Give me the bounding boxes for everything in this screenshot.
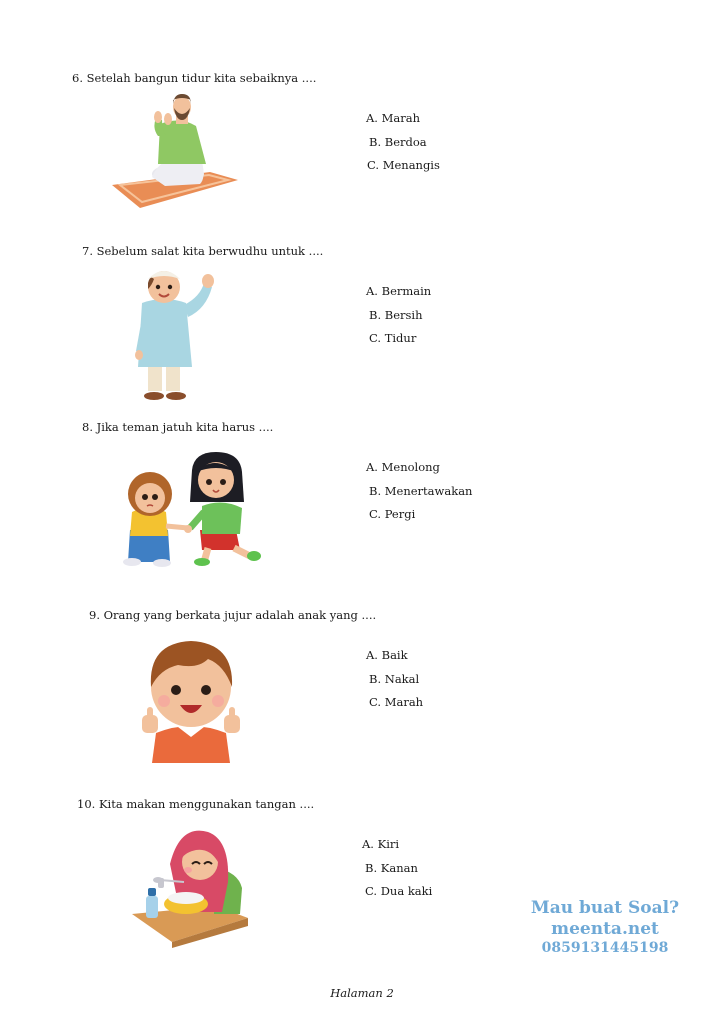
page-footer: Halaman 2 bbox=[330, 986, 394, 1000]
watermark-line-1: Mau buat Soal? bbox=[530, 898, 680, 918]
question-7-options bbox=[366, 280, 431, 351]
helping-friend-illustration bbox=[118, 450, 264, 568]
question-9-options bbox=[366, 644, 423, 715]
waving-boy-illustration bbox=[130, 265, 220, 405]
question-8-options bbox=[366, 456, 472, 527]
question-10-prompt: 10. Kita makan menggunakan tangan .... bbox=[77, 797, 315, 811]
praying-man-illustration bbox=[110, 92, 240, 210]
option-a[interactable]: A. Menolong bbox=[366, 460, 440, 474]
option-c[interactable]: C. Dua kaki bbox=[365, 884, 433, 898]
option-b[interactable]: B. Bersih bbox=[369, 307, 423, 322]
girl-eating-illustration bbox=[130, 822, 250, 948]
option-a[interactable]: A. Marah bbox=[366, 111, 421, 125]
option-a[interactable]: A. Baik bbox=[366, 648, 408, 662]
question-6-options bbox=[366, 107, 440, 178]
option-c[interactable]: C. Menangis bbox=[367, 158, 440, 172]
watermark-line-3: 0859131445198 bbox=[541, 940, 669, 956]
option-b[interactable]: B. Menertawakan bbox=[369, 483, 473, 498]
question-7-prompt: 7. Sebelum salat kita berwudhu untuk .... bbox=[82, 244, 324, 258]
question-10-options bbox=[362, 833, 432, 904]
watermark-line-2: meenta.net bbox=[551, 919, 659, 939]
question-8-prompt: 8. Jika teman jatuh kita harus .... bbox=[82, 420, 274, 434]
question-9-prompt: 9. Orang yang berkata jujur adalah anak yang .... bbox=[89, 608, 377, 622]
option-a[interactable]: A. Kiri bbox=[362, 837, 400, 851]
option-c[interactable]: C. Marah bbox=[369, 695, 424, 709]
option-b[interactable]: B. Berdoa bbox=[369, 134, 427, 149]
option-c[interactable]: C. Tidur bbox=[369, 331, 417, 345]
option-c[interactable]: C. Pergi bbox=[369, 507, 416, 521]
watermark bbox=[520, 898, 690, 957]
option-a[interactable]: A. Bermain bbox=[366, 284, 432, 298]
thumbs-up-boy-illustration bbox=[138, 635, 244, 765]
option-b[interactable]: B. Kanan bbox=[365, 860, 418, 875]
option-b[interactable]: B. Nakal bbox=[369, 671, 420, 686]
question-6-prompt: 6. Setelah bangun tidur kita sebaiknya .... bbox=[72, 71, 317, 85]
